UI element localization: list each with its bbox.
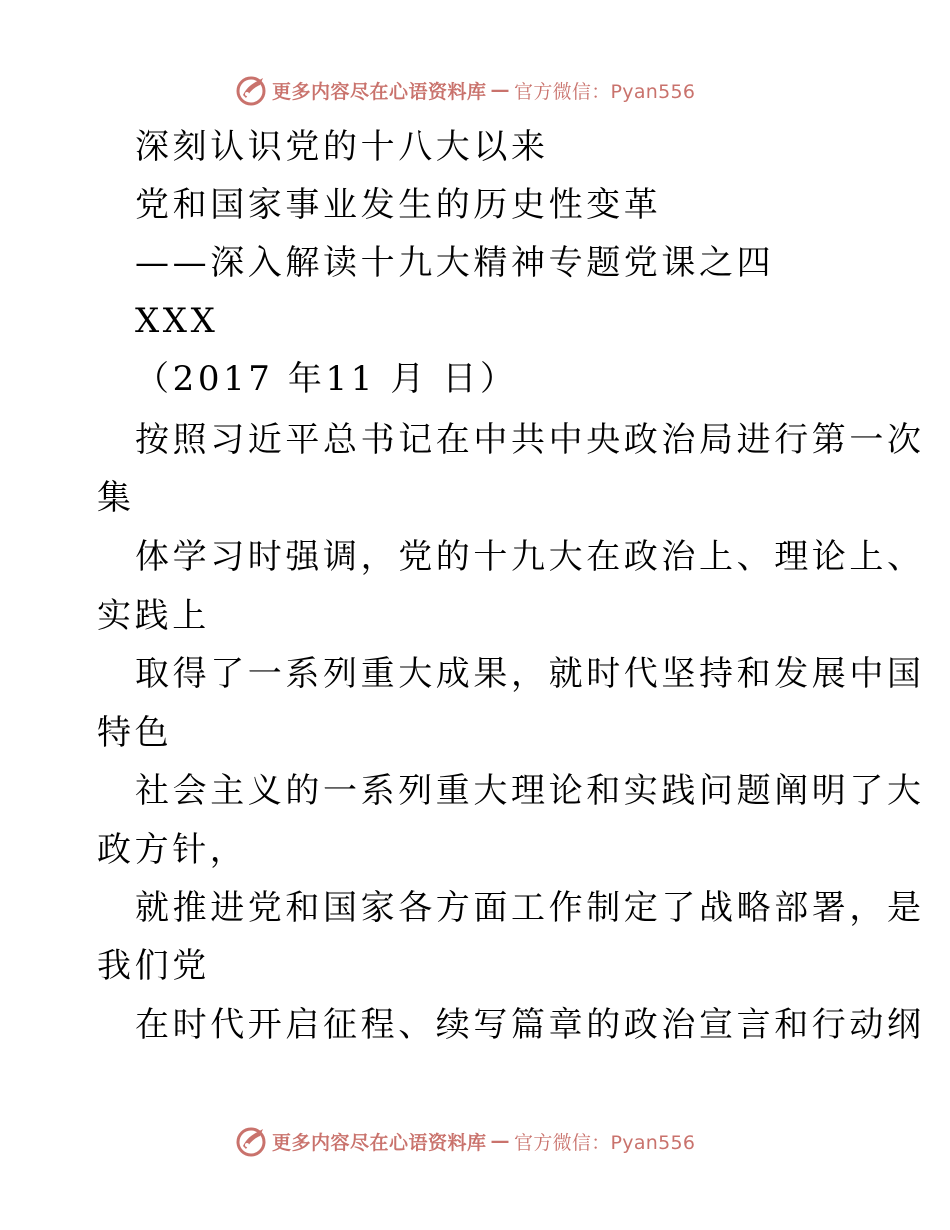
- body-line: 实践上: [97, 596, 210, 636]
- body-line: 政方针，: [97, 830, 248, 870]
- banner-site-text: 更多内容尽在心语资料库: [272, 80, 487, 103]
- banner-wechat-text: 官方微信：Pyan556: [514, 80, 696, 103]
- date: （2017 年11 月 日）: [135, 359, 518, 399]
- title-line-1: 深刻认识党的十八大以来: [135, 127, 549, 167]
- body-line: 集: [97, 478, 135, 518]
- brand-logo-icon: [234, 1124, 268, 1158]
- title-line-2: 党和国家事业发生的历史性变革: [135, 185, 662, 225]
- footer-banner: [234, 1123, 695, 1159]
- body-line: 我们党: [97, 946, 210, 986]
- body-line: 特色: [97, 713, 173, 753]
- banner-separator: —: [490, 1130, 511, 1152]
- banner-site-text: 更多内容尽在心语资料库: [272, 1131, 487, 1154]
- body-line: 就推进党和国家各方面工作制定了战略部署，是: [135, 888, 925, 928]
- body-line: 按照习近平总书记在中共中央政治局进行第一次: [135, 420, 925, 460]
- header-banner: [234, 72, 695, 108]
- body-line: 体学习时强调，党的十九大在政治上、理论上、: [135, 537, 925, 577]
- body-line: 在时代开启征程、续写篇章的政治宣言和行动纲: [135, 1005, 925, 1045]
- subtitle: ——深入解读十九大精神专题党课之四: [135, 243, 775, 283]
- banner-separator: —: [490, 79, 511, 101]
- banner-wechat-text: 官方微信：Pyan556: [514, 1131, 696, 1154]
- brand-logo-icon: [234, 73, 268, 107]
- author: XXX: [135, 301, 219, 341]
- body-line: 社会主义的一系列重大理论和实践问题阐明了大: [135, 771, 925, 811]
- body-line: 取得了一系列重大成果，就时代坚持和发展中国: [135, 654, 925, 694]
